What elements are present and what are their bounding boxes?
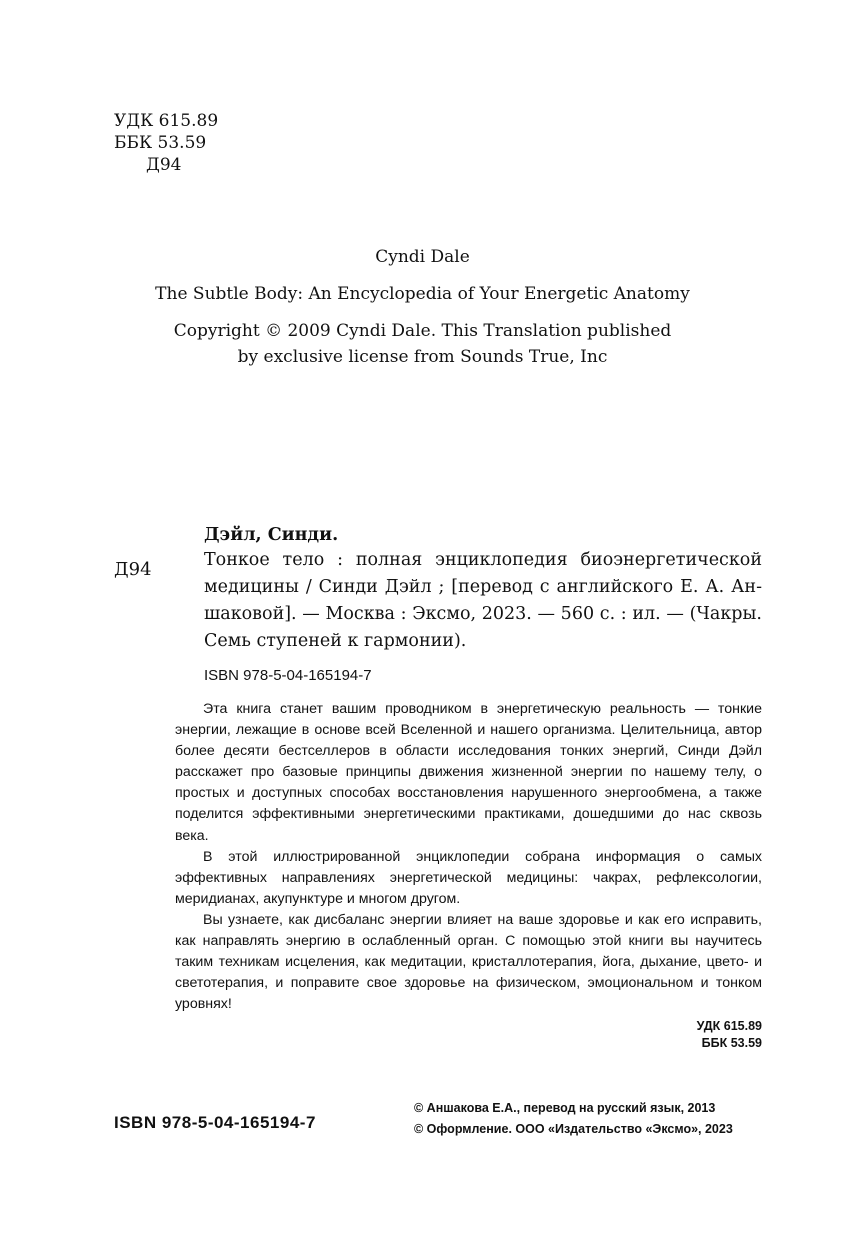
bbk-code: ББК 53.59 [701,1036,762,1050]
record-description: Тонкое тело : полная энциклопедия биоэнергетической медицины / Синди Дэйл ; [перевод с английского Е. А. Аншаковой]. — Москва : Эксмо, 2023. — 560 с. : ил. — (Чакры. Семь ступеней к гармонии). [204,550,762,651]
record-author-heading: Дэйл, Синди. [204,525,339,545]
original-title: The Subtle Body: An Encyclopedia of Your Energetic Anatomy [155,284,690,304]
classification-top [114,110,218,176]
original-copyright [0,318,845,370]
original-author: Cyndi Dale [375,247,470,267]
annotation-paragraph: В этой иллюстрированной энциклопедии собрана информация о самых эффективных направлениях энергетической медицины: чакрах, рефлексологии, меридианах, акупунктуре и многом другом. [175,848,762,907]
copyright-line-1: Copyright © 2009 Cyndi Dale. This Translation published [173,321,672,341]
udk-code: УДК 615.89 [696,1019,762,1033]
author-mark: Д94 [146,155,182,175]
classification-bottom [600,1018,762,1052]
annotation-paragraph: Вы узнаете, как дисбаланс энергии влияет на ваше здоровье и как его исправить, как направлять энергию в ослабленный орган. С помощью этой книги вы научитесь таким техникам исцеления, как медитации, кристаллотерапия, йога, дыхание, цвето- и светотерапия, и поправите свое здоровье на физическом, эмоциональном и тонком уровнях! [175,911,762,1013]
record-author-mark: Д94 [114,559,152,580]
record-isbn: ISBN 978-5-04-165194-7 [204,667,372,684]
footer-copyrights [414,1098,733,1140]
copyright-line-2: by exclusive license from Sounds True, Inc [237,347,608,367]
udk-code: УДК 615.89 [114,111,219,131]
copyright-translation: © Аншакова Е.А., перевод на русский язык, 2013 [414,1101,716,1115]
bbk-code: ББК 53.59 [114,133,207,153]
annotation [175,699,762,1015]
annotation-paragraph: Эта книга станет вашим проводником в энергетическую реальность — тонкие энергии, лежащие в основе всей Вселенной и нашего организма. Целительница, автор более десяти бестселлеров в области исследования тонких энергий, Синди Дэйл расскажет про базовые принципы движения жизненной энергии по нашему телу, о простых и доступных способах восстановления нарушенного энергообмена, а также поделится эффективными энергетическими практиками, дошедшими до нас сквозь века. [175,701,762,844]
footer-isbn: ISBN 978-5-04-165194-7 [114,1113,316,1132]
copyright-design: © Оформление. ООО «Издательство «Эксмо», 2023 [414,1122,733,1136]
